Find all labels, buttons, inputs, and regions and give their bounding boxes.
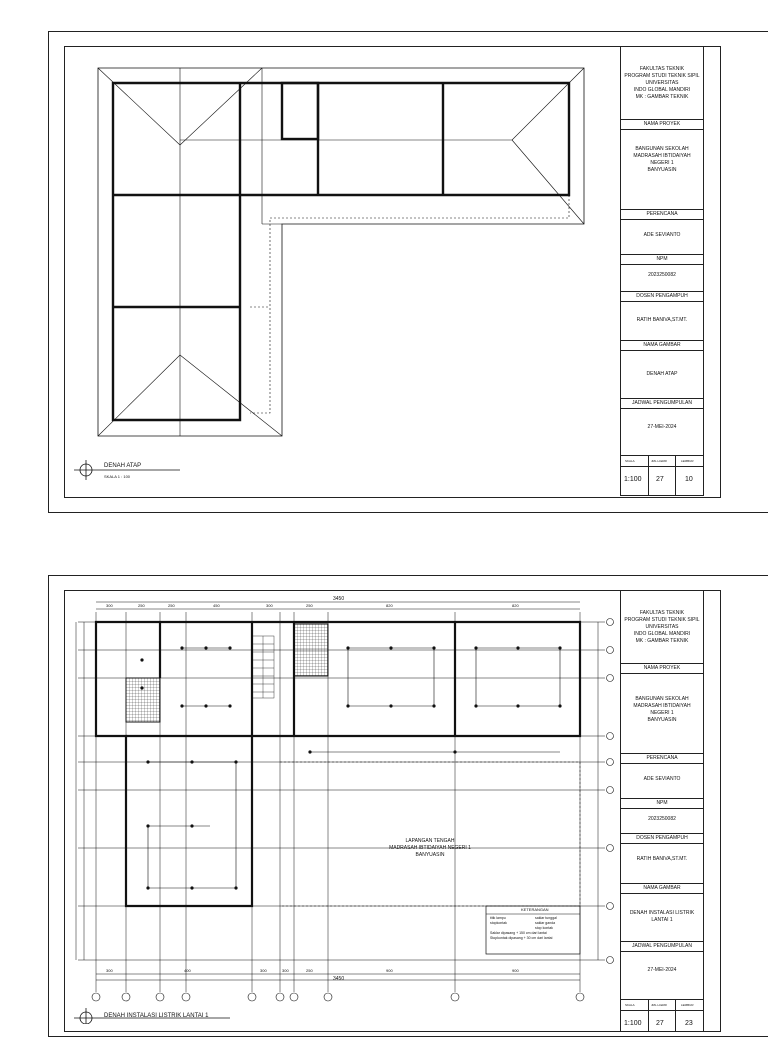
tb2-npm-label: NPM <box>621 798 703 809</box>
tb2-schedule-value: 27-MEI-2024 <box>647 966 677 973</box>
dim-bottom-5: 250 <box>306 968 313 973</box>
dim-top-8: 820 <box>512 603 519 608</box>
tb1-header: FAKULTAS TEKNIK PROGRAM STUDI TEKNIK SIPIL UNIVERSITAS INDO GLOBAL MANDIRI MK : GAMBAR TEKNIK <box>624 65 700 100</box>
tb2-project-label: NAMA PROYEK <box>621 663 703 674</box>
tb1-project-label: NAMA PROYEK <box>621 119 703 130</box>
tb2-bottom-table: SKALA 1:100 JML.H.ERR 27 LEMBUR 23 <box>621 999 703 1031</box>
tb2-project-name: BANGUNAN SEKOLAH MADRASAH IBTIDAIYAH NEGERI 1 BANYUASIN <box>633 696 691 723</box>
tb1-schedule-value: 27-MEI-2024 <box>647 423 677 430</box>
tb1-schedule-label: JADWAL PENGUMPULAN <box>621 398 703 409</box>
tb1-drawing-label: NAMA GAMBAR <box>621 340 703 351</box>
tb1-bottom-table: SKALA 1:100 JML.H.ERR 27 LEMBUR 10 <box>621 455 703 495</box>
stairs <box>252 636 274 698</box>
tb1-drawing-name: DENAH ATAP <box>646 370 678 377</box>
tb2-planner-name: ADE SEVIANTO <box>643 775 681 782</box>
field-label: LAPANGAN TENGAH MADRASAH IBTIDAIYAH NEGERI 1 BANYUASIN <box>389 838 471 858</box>
dim-bottom-6: 900 <box>386 968 393 973</box>
title-block-2 <box>620 590 704 1032</box>
legend-item-socket: stopkontak <box>490 921 507 925</box>
dim-top-4: 450 <box>213 603 220 608</box>
dim-bottom-1: 300 <box>106 968 113 973</box>
dim-bottom-7: 900 <box>512 968 519 973</box>
legend-title: KETERANGAN <box>521 907 549 912</box>
tb1-npm-value: 2023250082 <box>648 271 676 278</box>
legend-items <box>490 916 578 941</box>
dim-top-2: 250 <box>138 603 145 608</box>
dim-top-6: 250 <box>306 603 313 608</box>
tb2-planner-label: PERENCANA <box>621 753 703 764</box>
tb1-project-name: BANGUNAN SEKOLAH MADRASAH IBTIDAIYAH NEGERI 1 BANYUASIN <box>633 146 691 173</box>
tb1-planner-label: PERENCANA <box>621 209 703 220</box>
tb2-lecturer-label: DOSEN PENGAMPUH <box>621 833 703 844</box>
dim-top-7: 820 <box>386 603 393 608</box>
tb2-schedule-label: JADWAL PENGUMPULAN <box>621 941 703 952</box>
tb1-planner-name: ADE SEVIANTO <box>643 231 681 238</box>
toilet-hatch-1 <box>126 678 160 722</box>
tb2-header: FAKULTAS TEKNIK PROGRAM STUDI TEKNIK SIPIL UNIVERSITAS INDO GLOBAL MANDIRI MK : GAMBAR TEKNIK <box>624 609 700 644</box>
toilet-hatch-2 <box>294 624 328 676</box>
total-dim-bottom: 3450 <box>333 976 345 982</box>
roof-drawing-scale: SKALA 1 : 100 <box>104 474 131 479</box>
tb1-lecturer-label: DOSEN PENGAMPUH <box>621 291 703 302</box>
legend-note-1: Saklar dipasang + 150 cm dari lantai <box>490 931 547 935</box>
field-outline <box>280 762 580 906</box>
tb1-npm-label: NPM <box>621 254 703 265</box>
legend-item-lamp: titik lampu <box>490 916 506 920</box>
roof-drawing-title: DENAH ATAP <box>104 463 142 469</box>
tb1-lecturer-name: RATIH BANIVA,ST.MT. <box>636 316 688 323</box>
legend-item-stop-kontak: stop kontak <box>535 926 553 930</box>
tb2-npm-value: 2023250082 <box>648 815 676 822</box>
dim-bottom-3: 300 <box>260 968 267 973</box>
dim-top-1: 300 <box>106 603 113 608</box>
dim-bottom-4: 300 <box>282 968 289 973</box>
tb2-lecturer-name: RATIH BANIVA,ST.MT. <box>636 855 688 862</box>
dim-bottom-2: 400 <box>184 968 191 973</box>
dim-top-3: 250 <box>168 603 175 608</box>
legend-item-single-switch: saklar tunggal <box>535 916 557 920</box>
tb2-drawing-name: DENAH INSTALASI LISTRIK LANTAI 1 <box>629 910 695 923</box>
legend-item-double-switch: saklar ganda <box>535 921 556 925</box>
total-dim-top: 3450 <box>333 596 345 602</box>
electrical-drawing-title: DENAH INSTALASI LISTRIK LANTAI 1 <box>104 1013 209 1019</box>
dim-top-5: 300 <box>266 603 273 608</box>
tb2-drawing-label: NAMA GAMBAR <box>621 883 703 894</box>
legend-note-2: Stopkontak dipasang + 30 cm dari lantai <box>490 936 553 940</box>
